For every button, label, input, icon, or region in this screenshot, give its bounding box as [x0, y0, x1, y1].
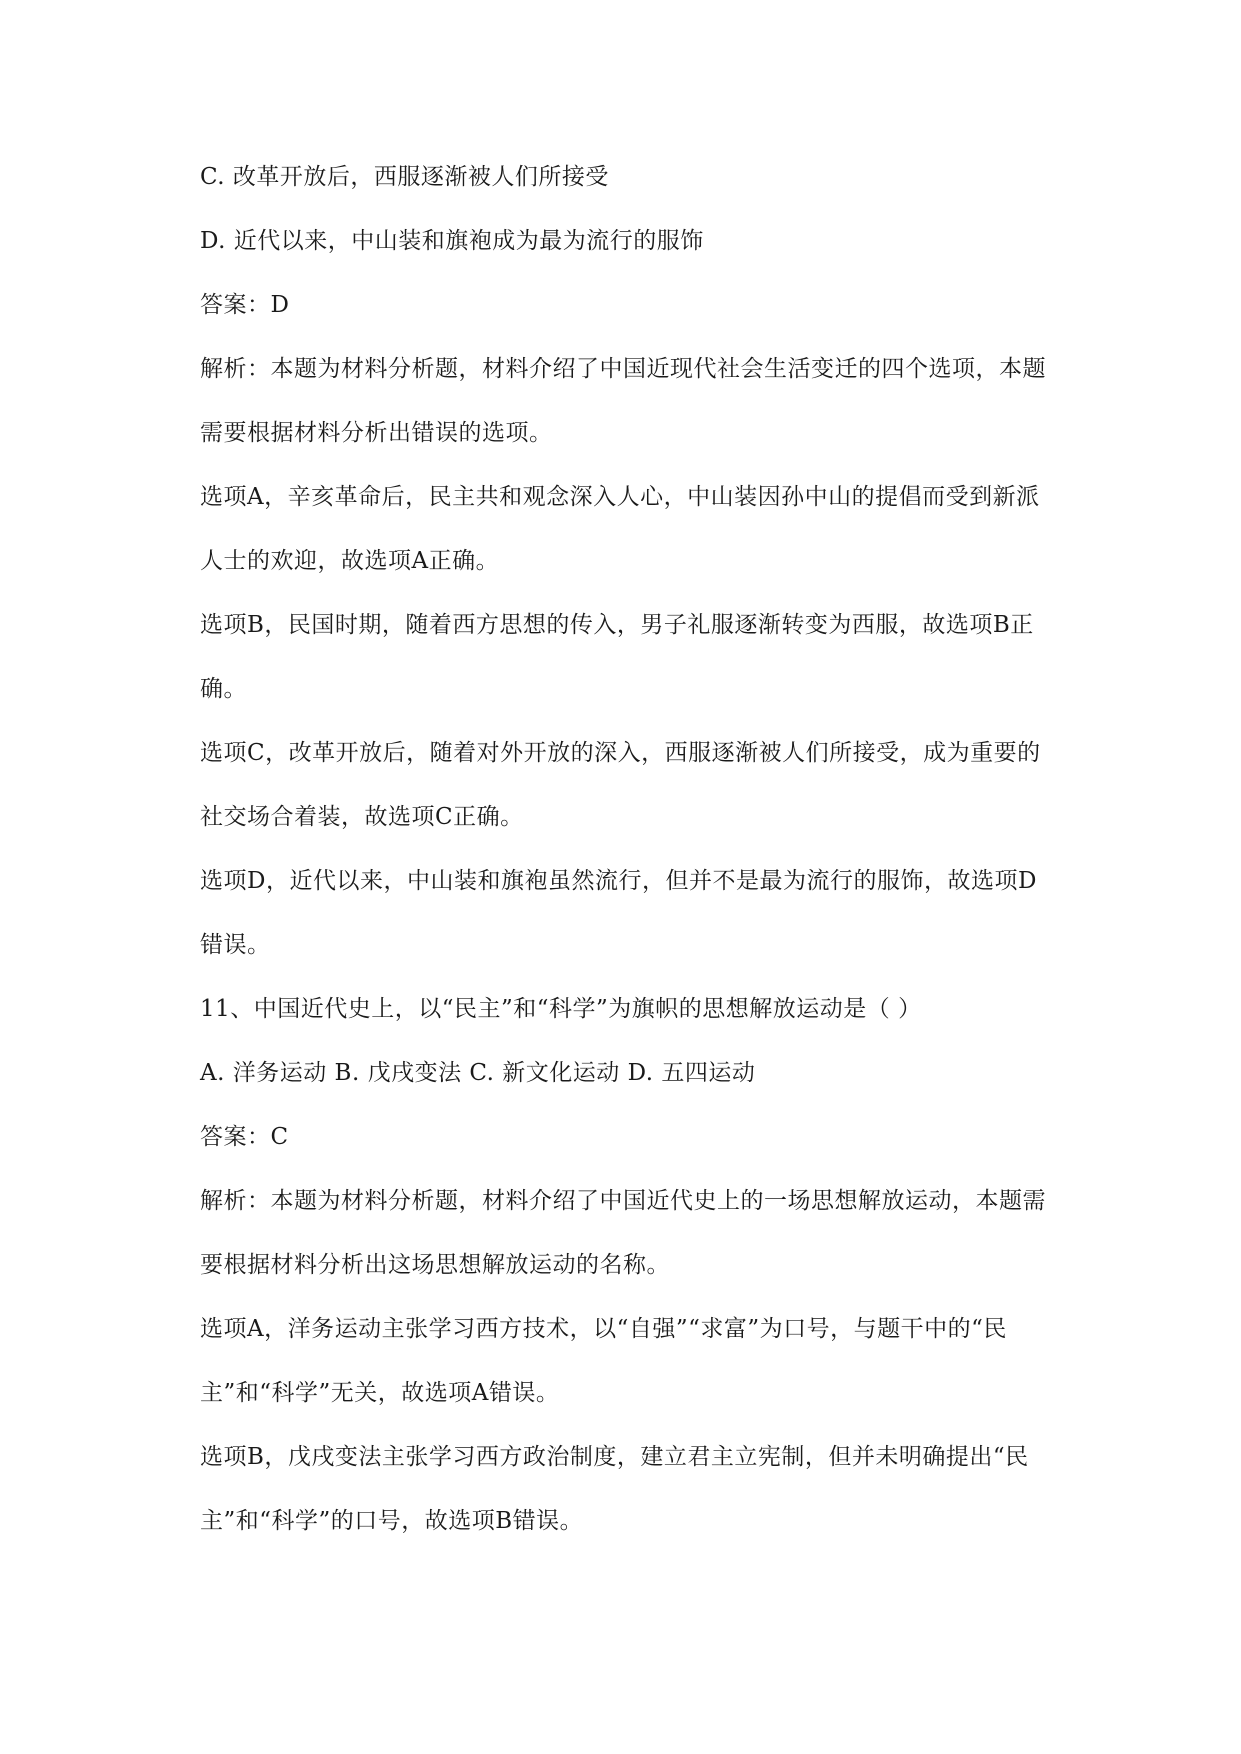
option-explanation-line: 主”和“科学”的口号，故选项B错误。 — [200, 1508, 584, 1534]
document-body — [200, 145, 1090, 1553]
option-explanation-line: 主”和“科学”无关，故选项A错误。 — [200, 1380, 560, 1406]
analysis-line: 解析：本题为材料分析题，材料介绍了中国近现代社会生活变迁的四个选项，本题 — [200, 356, 1046, 382]
answer-line: 答案：C — [200, 1124, 289, 1150]
option-explanation-line: 选项A，洋务运动主张学习西方技术，以“自强”“求富”为口号，与题干中的“民 — [200, 1316, 1007, 1342]
question-options-line: A. 洋务运动 B. 戊戌变法 C. 新文化运动 D. 五四运动 — [200, 1060, 756, 1086]
option-d-line: D. 近代以来，中山装和旗袍成为最为流行的服饰 — [200, 228, 704, 254]
option-explanation-line: 选项B，戊戌变法主张学习西方政治制度，建立君主立宪制，但并未明确提出“民 — [200, 1444, 1029, 1470]
option-c-line: C. 改革开放后，西服逐渐被人们所接受 — [200, 164, 609, 190]
analysis-line: 解析：本题为材料分析题，材料介绍了中国近代史上的一场思想解放运动，本题需 — [200, 1188, 1046, 1214]
analysis-line: 要根据材料分析出这场思想解放运动的名称。 — [200, 1252, 670, 1278]
option-explanation-line: 选项B，民国时期，随着西方思想的传入，男子礼服逐渐转变为西服，故选项B正 — [200, 612, 1034, 638]
answer-line: 答案：D — [200, 292, 290, 318]
option-explanation-line: 选项D，近代以来，中山装和旗袍虽然流行，但并不是最为流行的服饰，故选项D — [200, 868, 1037, 894]
question-line: 11、中国近代史上，以“民主”和“科学”为旗帜的思想解放运动是（ ） — [200, 996, 922, 1022]
analysis-line: 需要根据材料分析出错误的选项。 — [200, 420, 553, 446]
option-explanation-line: 社交场合着装，故选项C正确。 — [200, 804, 524, 830]
option-explanation-line: 人士的欢迎，故选项A正确。 — [200, 548, 500, 574]
option-explanation-line: 确。 — [200, 676, 247, 702]
option-explanation-line: 选项C，改革开放后，随着对外开放的深入，西服逐渐被人们所接受，成为重要的 — [200, 740, 1041, 766]
option-explanation-line: 错误。 — [200, 932, 271, 958]
option-explanation-line: 选项A，辛亥革命后，民主共和观念深入人心，中山装因孙中山的提倡而受到新派 — [200, 484, 1040, 510]
